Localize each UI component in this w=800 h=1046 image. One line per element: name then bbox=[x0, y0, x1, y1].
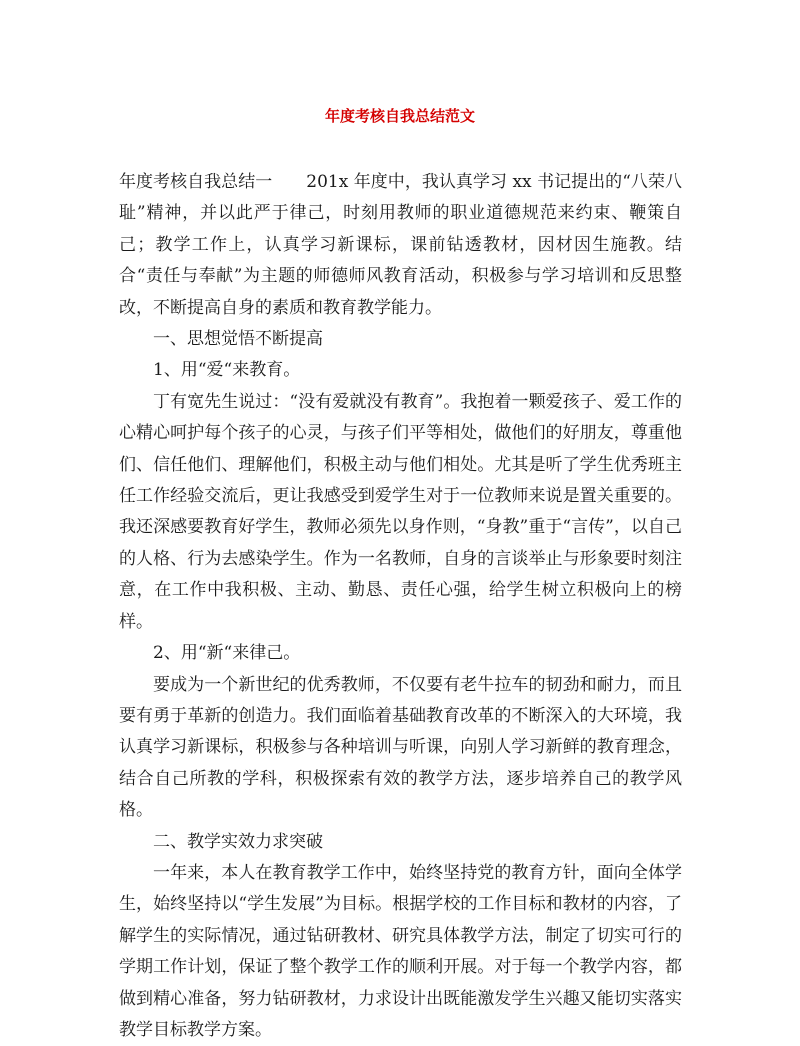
intro-label: 年度考核自我总结一 bbox=[119, 172, 273, 192]
document-title: 年度考核自我总结范文 bbox=[324, 107, 475, 125]
paragraph-3: 一年来，本人在教育教学工作中，始终坚持党的教育方针，面向全体学生，始终坚持以“学生发展”为目标。根据学校的工作目标和教材的内容，了解学生的实际情况，通过钻研教材、研究具体教学方法，制定了切实可行的学期工作计划，保证了整个教学工作的顺利开展。对于每一个教学内容，都做到精心准备，努力钻研教材，力求设计出既能激发学生兴趣又能切实落实教学目标教学方案。 bbox=[119, 862, 682, 1040]
subheading-1: 1、用“爱“来教育。 bbox=[153, 360, 301, 381]
intro-paragraph bbox=[119, 167, 682, 324]
section-heading-2: 二、教学实效力求突破 bbox=[153, 831, 323, 852]
section-heading-1: 一、思想觉悟不断提高 bbox=[153, 329, 323, 350]
subheading-2: 2、用“新“来律己。 bbox=[153, 643, 301, 664]
paragraph-2: 要成为一个新世纪的优秀教师，不仅要有老牛拉车的韧劲和耐力，而且要有勇于革新的创造力。我们面临着基础教育改革的不断深入的大环境，我认真学习新课标，积极参与各种培训与听课，向别人学习新鲜的教育理念，结合自己所教的学科，积极探索有效的教学方法，逐步培养自己的教学风格。 bbox=[119, 674, 682, 821]
intro-text: 201x 年度中，我认真学习 xx 书记提出的“八荣八耻”精神，并以此严于律己，时刻用教师的职业道德规范来约束、鞭策自己；教学工作上，认真学习新课标，课前钻透教材，因材因生施教。结合“责任与奉献”为主题的师德师风教育活动，积极参与学习培训和反思整改，不断提高自身的素质和教育教学能力。 bbox=[119, 172, 682, 318]
document-body bbox=[119, 167, 682, 1046]
paragraph-1: 丁有宽先生说过：“没有爱就没有教育”。我抱着一颗爱孩子、爱工作的心精心呵护每个孩子的心灵，与孩子们平等相处，做他们的好朋友，尊重他们、信任他们、理解他们，积极主动与他们相处。尤其是听了学生优秀班主任工作经验交流后，更让我感受到爱学生对于一位教师来说是置关重要的。我还深感要教育好学生，教师必须先以身作则，“身教”重于“言传”，以自己的人格、行为去感染学生。作为一名教师，自身的言谈举止与形象要时刻注意，在工作中我积极、主动、勤恳、责任心强，给学生树立积极向上的榜样。 bbox=[119, 391, 682, 632]
